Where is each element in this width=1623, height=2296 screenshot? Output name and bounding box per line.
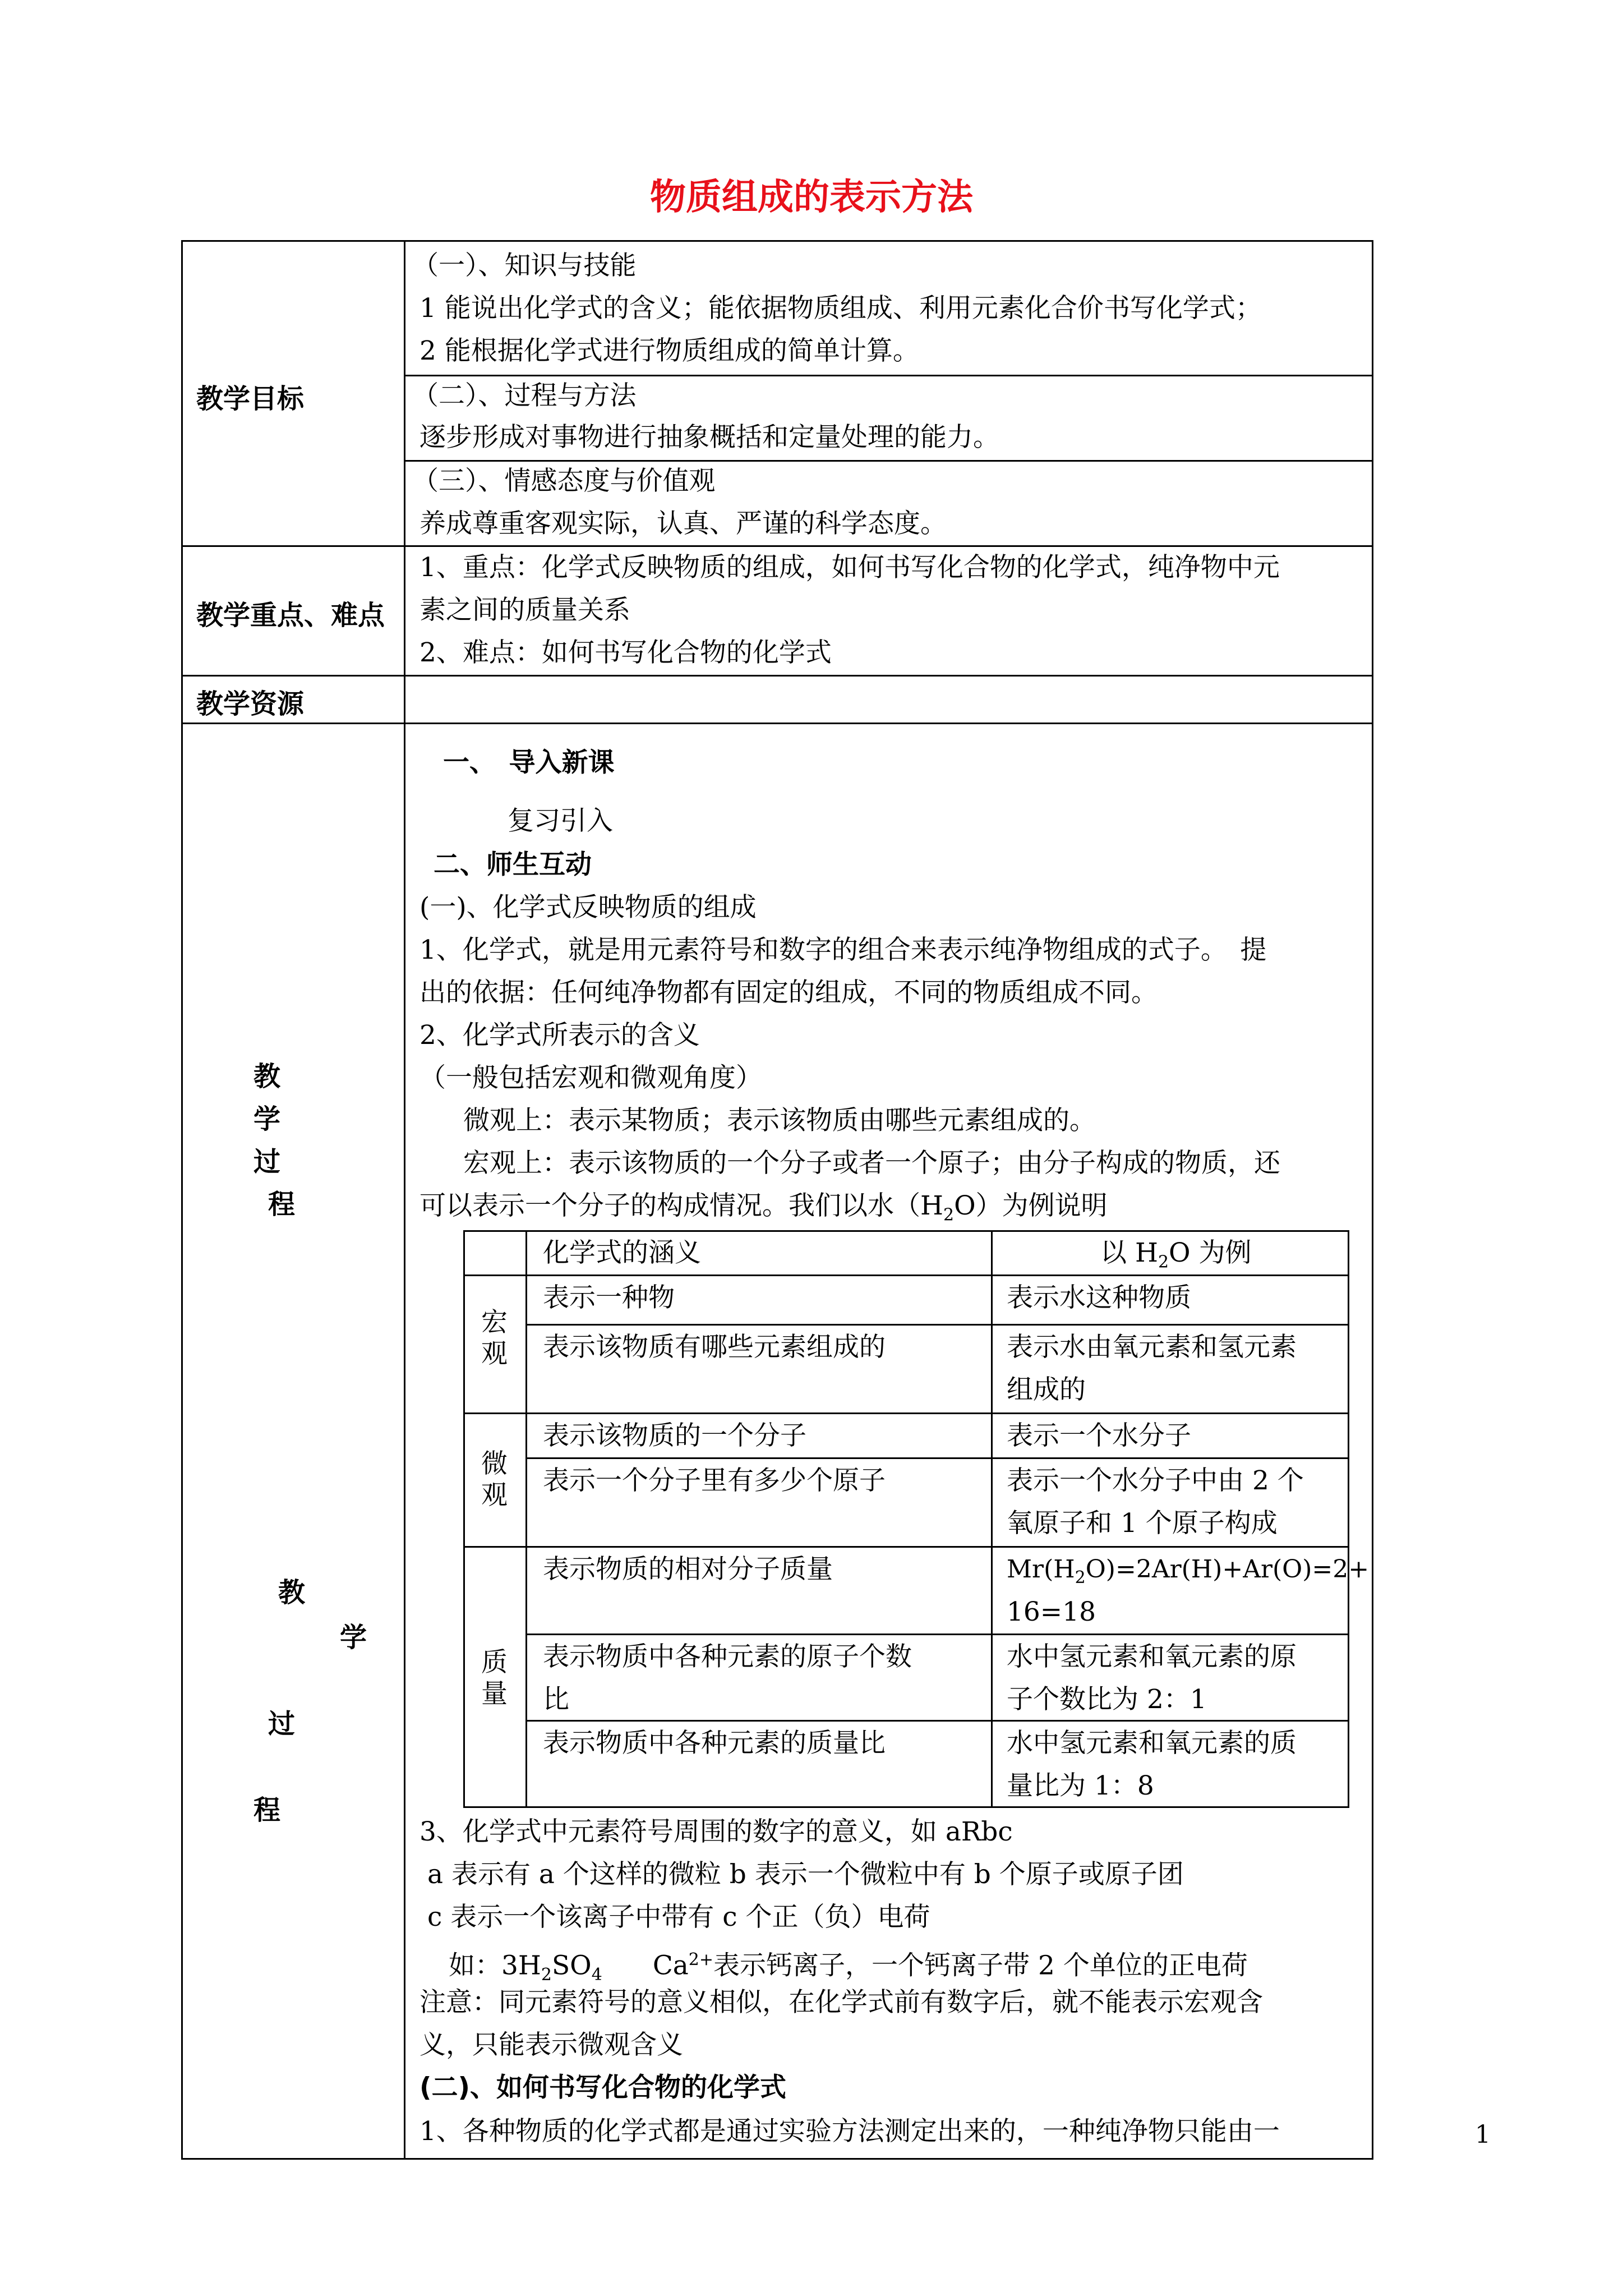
row-7-meaning: 表示物质中各种元素的质量比 <box>543 1728 886 1759</box>
paragraph-3: 3、化学式中元素符号周围的数字的意义，如 aRbc <box>419 1816 1013 1847</box>
micro-line: 微观上：表示某物质；表示该物质由哪些元素组成的。 <box>463 1105 1096 1136</box>
group-micro: 观 <box>481 1480 508 1511</box>
inner-row-divider <box>525 1324 1349 1326</box>
row-6-example: 子个数比为 2：1 <box>1007 1684 1207 1715</box>
inner-row-divider <box>463 1412 1349 1414</box>
document-title: 物质组成的表示方法 <box>650 177 973 218</box>
row-4-example: 表示一个水分子中由 2 个 <box>1007 1465 1304 1496</box>
group-mass: 量 <box>481 1678 508 1709</box>
column-divider <box>404 240 405 2160</box>
paragraph-1-line-1: 1、化学式，就是用元素符号和数字的组合来表示纯净物组成的式子。 提 <box>419 935 1267 965</box>
example-line: 如：$3H_2SO_4$ $Ca^{2+}$表示钙离子，一个钙离子带 2 个单位的正电荷 <box>449 1950 1248 1985</box>
paragraph-1-line-2: 出的依据：任何纯净物都有固定的组成，不同的物质组成不同。 <box>419 977 1158 1008</box>
section-interaction: 二、师生互动 <box>434 849 592 880</box>
emotion-heading: （三）、情感态度与价值观 <box>412 466 716 496</box>
row-6-example: 水中氢元素和氧元素的原 <box>1007 1641 1297 1672</box>
paragraph-2-note: （一般包括宏观和微观角度） <box>419 1062 762 1093</box>
group-mass: 质 <box>481 1647 508 1678</box>
macro-line-2: 可以表示一个分子的构成情况。我们以水$(H_2O)$为例说明 <box>419 1190 1108 1225</box>
row-5-meaning: 表示物质的相对分子质量 <box>543 1554 833 1585</box>
resources-label: 教学资源 <box>196 688 305 720</box>
process-label-char: 学 <box>340 1622 367 1653</box>
note-line-2: 义，只能表示微观含义 <box>419 2030 683 2060</box>
inner-row-divider <box>525 1720 1349 1722</box>
row-3-meaning: 表示该物质的一个分子 <box>543 1420 806 1451</box>
row-7-example: 水中氢元素和氧元素的质 <box>1007 1728 1297 1759</box>
row-1-meaning: 表示一种物 <box>543 1282 675 1313</box>
paragraph-2: 2、化学式所表示的含义 <box>419 1020 700 1051</box>
emotion-line: 养成尊重客观实际，认真、严谨的科学态度。 <box>419 508 947 539</box>
key-point-line-3: 2、难点：如何书写化合物的化学式 <box>419 637 832 668</box>
group-macro: 观 <box>481 1338 508 1369</box>
row-2-meaning: 表示该物质有哪些元素组成的 <box>543 1332 886 1363</box>
row-7-example: 量比为 1：8 <box>1007 1770 1154 1801</box>
row-4-example: 氧原子和 1 个原子构成 <box>1007 1508 1278 1539</box>
process-label-char: 过 <box>268 1708 296 1740</box>
process-label-char: 教 <box>278 1577 306 1608</box>
row-2-example: 表示水由氧元素和氢元素 <box>1007 1332 1297 1363</box>
table-header-meaning: 化学式的涵义 <box>543 1237 701 1268</box>
knowledge-line-1: 1 能说出化学式的含义；能依据物质组成、利用元素化合价书写化学式； <box>419 293 1262 324</box>
objectives-label: 教学目标 <box>196 383 305 415</box>
process-label-char: 学 <box>253 1103 281 1135</box>
group-macro: 宏 <box>481 1307 508 1338</box>
macro-line-1: 宏观上：表示该物质的一个分子或者一个原子；由分子构成的物质，还 <box>463 1148 1280 1179</box>
inner-row-divider <box>525 1457 1349 1459</box>
row-4-meaning: 表示一个分子里有多少个原子 <box>543 1465 886 1496</box>
process-label-char: 程 <box>253 1795 281 1826</box>
row-divider <box>181 675 1373 677</box>
process-label-char: 程 <box>268 1189 296 1220</box>
row-6-meaning: 表示物质中各种元素的原子个数 <box>543 1641 912 1672</box>
inner-row-divider <box>525 1634 1349 1635</box>
key-point-line-1: 1、重点：化学式反映物质的组成，如何书写化合物的化学式，纯净物中元 <box>419 552 1280 583</box>
knowledge-heading: （一）、知识与技能 <box>412 250 637 281</box>
paragraph-3-c: c 表示一个该离子中带有 c 个正（负）电荷 <box>427 1902 930 1932</box>
knowledge-line-2: 2 能根据化学式进行物质组成的简单计算。 <box>419 335 919 366</box>
row-3-example: 表示一个水分子 <box>1007 1420 1191 1451</box>
inner-row-divider <box>463 1546 1349 1548</box>
row-divider <box>181 723 1373 724</box>
review-line: 复习引入 <box>508 806 613 836</box>
row-1-example: 表示水这种物质 <box>1007 1282 1191 1313</box>
group-micro: 微 <box>481 1448 508 1479</box>
subsection-1: (一)、化学式反映物质的组成 <box>419 892 757 923</box>
paragraph-4: 1、各种物质的化学式都是通过实验方法测定出来的，一种纯净物只能由一 <box>419 2116 1280 2147</box>
note-line-1: 注意：同元素符号的意义相似，在化学式前有数字后，就不能表示宏观含 <box>419 1987 1263 2018</box>
process-label-char: 过 <box>253 1146 281 1177</box>
row-5-example: 16=18 <box>1007 1596 1096 1627</box>
row-6-meaning: 比 <box>543 1684 569 1715</box>
table-header-example: 以 $H_2O$ 为例 <box>1100 1237 1252 1272</box>
subsection-2: (二)、如何书写化合物的化学式 <box>419 2072 786 2103</box>
key-points-label: 教学重点、难点 <box>196 600 385 631</box>
process-method-heading: （二）、过程与方法 <box>412 380 637 411</box>
page-number: 1 <box>1475 2120 1491 2149</box>
row-2-example: 组成的 <box>1007 1374 1086 1405</box>
section-import: 一、 导入新课 <box>443 747 615 778</box>
process-label-char: 教 <box>253 1061 281 1092</box>
row-5-example: $Mr(H_2O)=2Ar(H)+Ar(O)=2+$ <box>1007 1555 1370 1588</box>
process-method-line: 逐步形成对事物进行抽象概括和定量处理的能力。 <box>419 422 999 453</box>
paragraph-3-a: a 表示有 a 个这样的微粒 b 表示一个微粒中有 b 个原子或原子团 <box>427 1859 1184 1890</box>
key-point-line-2: 素之间的质量关系 <box>419 595 630 625</box>
